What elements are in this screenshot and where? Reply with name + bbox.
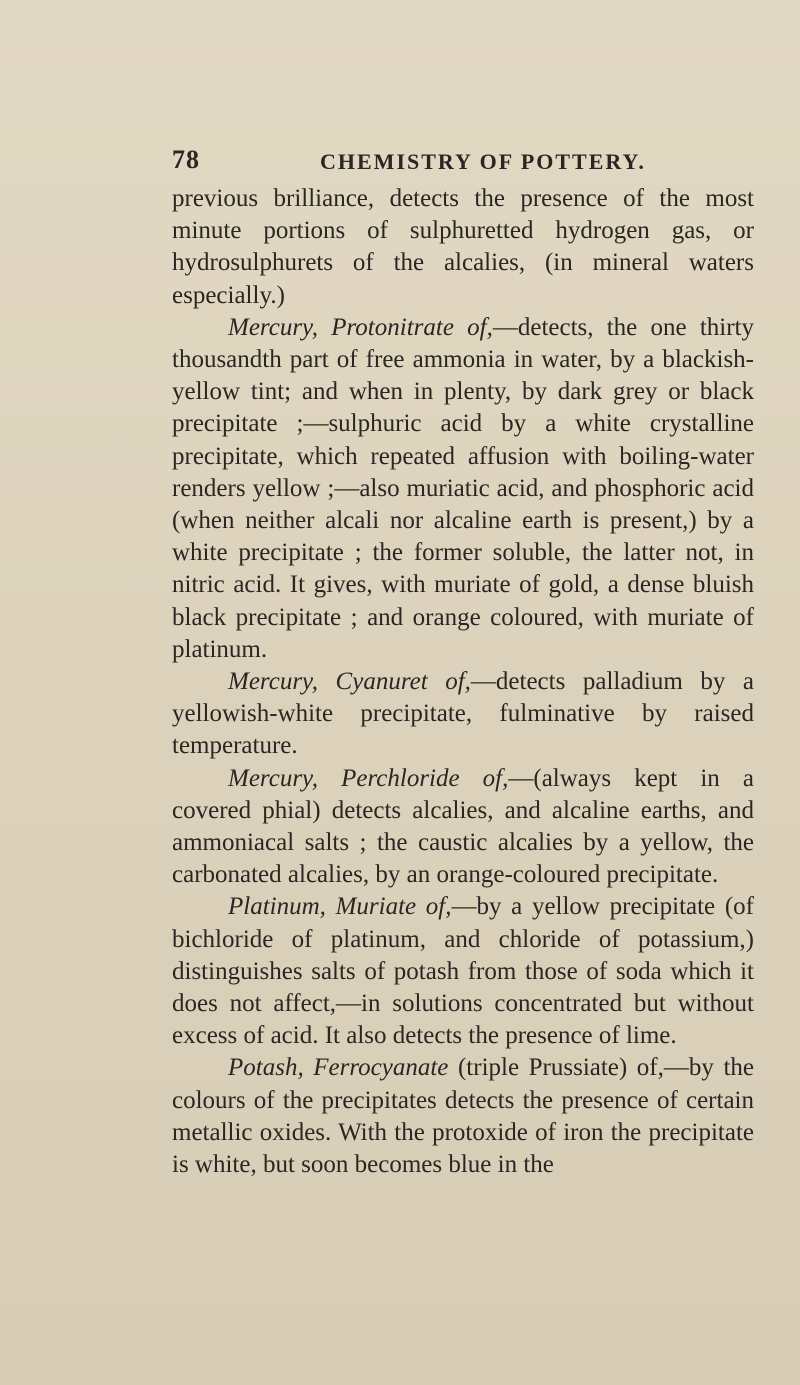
paragraph-text: —detects, the one thirty thousandth part of free ammonia in water, by a blackish-yellow tint; and when in plenty, by dark grey or black precipitate ;—sulphuric acid by a white crystalline precipitate, which repeated affusion with boiling-water renders yellow ;—also muriatic acid, and phosphoric acid (when neither alcali nor alcaline earth is present,) by a white precipitate ; the former soluble, the latter not, in nitric acid. It gives, with muriate of gold, a dense bluish black precipitate ; and orange coloured, with muriate of platinum.	[172, 313, 754, 663]
paragraph-mercury-protonitrate	[172, 312, 754, 666]
paragraph-mercury-cyanuret	[172, 666, 754, 763]
paragraph-text: —detects palladium by a yellowish-white precipitate, fulminative by raised temperature.	[172, 668, 754, 760]
paragraph-platinum-muriate	[172, 891, 754, 1052]
body-text	[172, 183, 754, 1181]
paragraph-text: previous brilliance, detects the presence of the most minute portions of sulphuretted hydrogen gas, or hydrosulphurets of the alcalies, (in mineral waters especially.)	[172, 185, 754, 309]
paragraph-potash-ferrocyanate	[172, 1052, 754, 1181]
paragraph-lead: Potash, Ferrocyanate	[228, 1054, 449, 1082]
paragraph-text: (triple Prussiate) of,—by the colours of the precipitates detects the presence of certain metallic oxides. With the protoxide of iron the precipitate is white, but soon becomes blue in the	[172, 1054, 754, 1179]
paragraph-lead: Mercury, Cyanuret of,	[228, 668, 471, 696]
paragraph-text: —(always kept in a covered phial) detects alcalies, and alcaline earths, and ammoniacal salts ; the caustic alcalies by a yellow, the carbonated alcalies, by an orange-coloured precipitate.	[172, 764, 754, 889]
paragraph-continuation	[172, 183, 754, 312]
page-number: 78	[172, 145, 200, 174]
running-head	[0, 145, 800, 185]
paragraph-lead: Platinum, Muriate of,	[228, 893, 452, 921]
paragraph-lead: Mercury, Protonitrate of,	[228, 313, 493, 341]
paragraph-mercury-perchloride	[172, 763, 754, 892]
running-title: CHEMISTRY OF POTTERY.	[320, 149, 646, 174]
paragraph-text: —by a yellow precipitate (of bichloride of platinum, and chloride of potassium,) distinguishes salts of potash from those of soda which it does not affect,—in solutions concentrated but without excess of acid. It also detects the presence of lime.	[172, 893, 754, 1050]
paragraph-lead: Mercury, Perchloride of,	[228, 764, 509, 792]
